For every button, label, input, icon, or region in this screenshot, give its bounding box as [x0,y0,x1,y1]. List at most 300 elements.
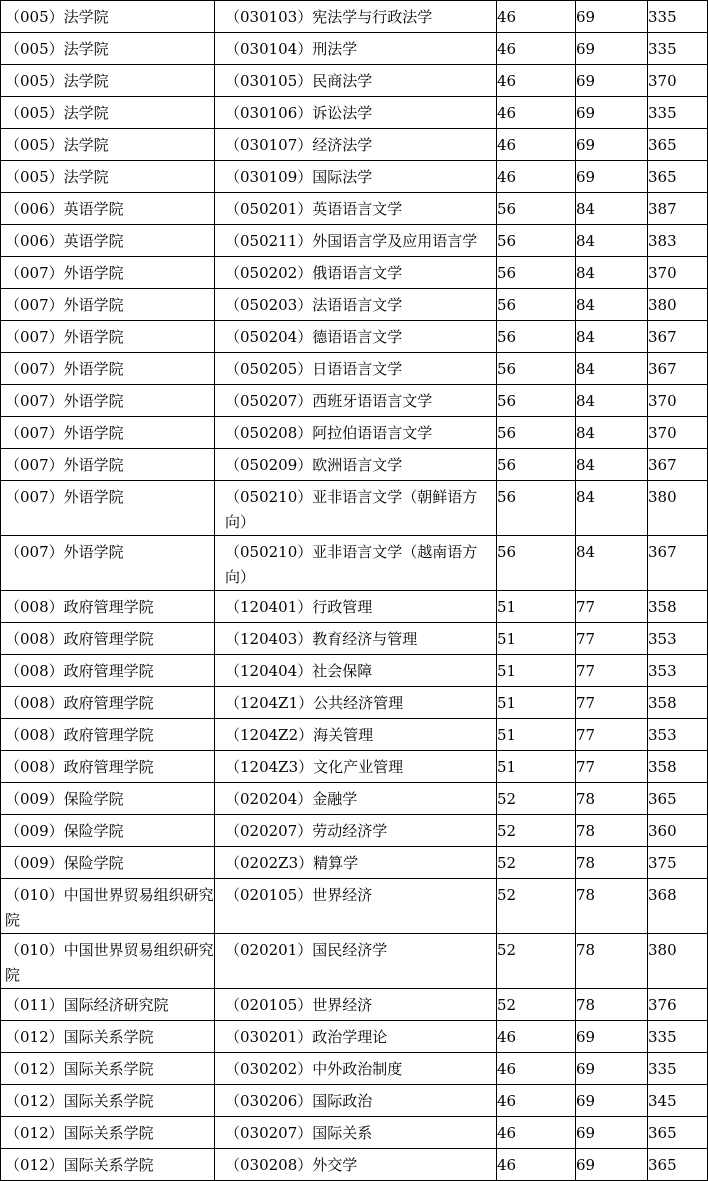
major-cell [215,257,497,289]
cell-text: （012）国际关系学院 [5,1060,154,1078]
cell-text: 84 [576,328,596,346]
cell-text: （005）法学院 [5,136,109,154]
cell-text: （008）政府管理学院 [5,694,154,712]
cell-text: 56 [497,360,517,378]
politics-english-score-cell [497,815,576,847]
college-cell [1,1117,215,1149]
cell-text: 365 [648,790,677,808]
cell-text: 69 [576,136,596,154]
total-score-cell [648,225,708,257]
cell-text: （030106）诉讼法学 [225,104,373,122]
cell-text: （030109）国际法学 [225,168,373,186]
cell-text: （050201）英语语言文学 [225,200,403,218]
politics-english-score-cell [497,934,576,989]
cell-text: 380 [648,488,677,506]
major-cell [215,289,497,321]
total-score-cell [648,536,708,591]
politics-english-score-cell [497,65,576,97]
cell-text: 69 [576,1124,596,1142]
college-cell [1,65,215,97]
cell-text: 345 [648,1092,677,1110]
politics-english-score-cell [497,1117,576,1149]
table-row [1,623,708,655]
cell-text: 69 [576,1156,596,1174]
cell-text: 380 [648,941,677,959]
cell-text: （1204Z2）海关管理 [225,726,374,744]
table-row [1,417,708,449]
subject-score-cell [576,1021,648,1053]
politics-english-score-cell [497,536,576,591]
major-cell [215,687,497,719]
cell-text: 84 [576,392,596,410]
cell-text: 77 [576,758,596,776]
total-score-cell [648,97,708,129]
cell-text: 56 [497,264,517,282]
politics-english-score-cell [497,687,576,719]
cell-text: （030105）民商法学 [225,72,373,90]
major-cell [215,385,497,417]
politics-english-score-cell [497,879,576,934]
cell-text: （006）英语学院 [5,200,124,218]
total-score-cell [648,417,708,449]
politics-english-score-cell [497,129,576,161]
cell-text: （007）外语学院 [5,360,124,378]
college-cell [1,1149,215,1181]
cell-text: （030208）外交学 [225,1156,358,1174]
cell-text: （011）国际经济研究院 [5,996,169,1014]
total-score-cell [648,289,708,321]
college-cell [1,1085,215,1117]
total-score-cell [648,1149,708,1181]
cell-text: 375 [648,854,677,872]
major-cell [215,321,497,353]
cell-text: 46 [497,136,517,154]
table-row [1,33,708,65]
cell-text: （005）法学院 [5,72,109,90]
college-cell [1,1053,215,1085]
table-row [1,989,708,1021]
cell-text: （007）外语学院 [5,456,124,474]
cell-text: 46 [497,72,517,90]
cell-text: （007）外语学院 [5,488,124,506]
cell-text: 367 [648,456,677,474]
major-cell [215,33,497,65]
cell-text: 77 [576,726,596,744]
cell-text: 56 [497,296,517,314]
politics-english-score-cell [497,655,576,687]
subject-score-cell [576,1053,648,1085]
total-score-cell [648,934,708,989]
cell-text: （012）国际关系学院 [5,1028,154,1046]
cell-text: 46 [497,1156,517,1174]
cell-text: 335 [648,1028,677,1046]
table-row [1,1,708,33]
total-score-cell [648,591,708,623]
cell-text: 353 [648,726,677,744]
cell-text: 367 [648,328,677,346]
total-score-cell [648,321,708,353]
table-row [1,449,708,481]
cell-text: （030104）刑法学 [225,40,358,58]
major-cell [215,1085,497,1117]
total-score-cell [648,847,708,879]
college-cell [1,591,215,623]
college-cell [1,989,215,1021]
cell-text: 365 [648,136,677,154]
cell-text: 368 [648,886,677,904]
college-cell [1,1,215,33]
table-row [1,1085,708,1117]
total-score-cell [648,815,708,847]
table-row [1,783,708,815]
cell-text: （050208）阿拉伯语语言文学 [225,424,433,442]
cell-text: 52 [497,886,517,904]
cell-text: 69 [576,104,596,122]
major-cell [215,65,497,97]
cell-text: 358 [648,694,677,712]
total-score-cell [648,989,708,1021]
cell-text: 335 [648,40,677,58]
major-cell [215,193,497,225]
cell-text: 56 [497,200,517,218]
cell-text: （007）外语学院 [5,296,124,314]
table-row [1,353,708,385]
cell-text: 84 [576,456,596,474]
politics-english-score-cell [497,385,576,417]
subject-score-cell [576,719,648,751]
major-cell [215,783,497,815]
table-row [1,1149,708,1181]
cell-text: （020105）世界经济 [225,886,373,904]
college-cell [1,719,215,751]
cell-text: 370 [648,424,677,442]
cell-text: 77 [576,662,596,680]
cell-text: 365 [648,1124,677,1142]
cell-text: 56 [497,488,517,506]
cell-text: （030103）宪法学与行政法学 [225,8,433,26]
cell-text: 56 [497,543,517,561]
cell-text: 46 [497,1060,517,1078]
college-cell [1,687,215,719]
politics-english-score-cell [497,97,576,129]
cell-text: 69 [576,40,596,58]
cell-text: （009）保险学院 [5,822,124,840]
cell-text: 387 [648,200,677,218]
cell-text: （050209）欧洲语言文学 [225,456,403,474]
total-score-cell [648,385,708,417]
cell-text: 365 [648,1156,677,1174]
cell-text: 335 [648,8,677,26]
politics-english-score-cell [497,321,576,353]
cell-text: （005）法学院 [5,168,109,186]
cell-text: 46 [497,1124,517,1142]
cell-text: 78 [576,790,596,808]
cell-text: 84 [576,424,596,442]
cell-text: 56 [497,392,517,410]
cell-text: （012）国际关系学院 [5,1156,154,1174]
college-cell [1,783,215,815]
subject-score-cell [576,257,648,289]
total-score-cell [648,65,708,97]
cell-text: （030202）中外政治制度 [225,1060,403,1078]
subject-score-cell [576,783,648,815]
total-score-cell [648,353,708,385]
cell-text: 69 [576,1028,596,1046]
cell-text: （008）政府管理学院 [5,598,154,616]
cell-text: 51 [497,598,517,616]
college-cell [1,655,215,687]
cell-text: （030207）国际关系 [225,1124,373,1142]
college-cell [1,33,215,65]
cell-text: 46 [497,1092,517,1110]
cell-text: （050211）外国语言学及应用语言学 [225,232,478,250]
cell-text: （008）政府管理学院 [5,662,154,680]
major-cell [215,815,497,847]
cell-text: （007）外语学院 [5,328,124,346]
politics-english-score-cell [497,353,576,385]
college-cell [1,751,215,783]
college-cell [1,879,215,934]
cell-text: 51 [497,758,517,776]
table-row [1,129,708,161]
table-row [1,879,708,934]
cell-text: （030206）国际政治 [225,1092,373,1110]
table-row [1,815,708,847]
college-cell [1,321,215,353]
cell-text: （050210）亚非语言文学（越南语方向） [225,543,478,586]
table-row [1,97,708,129]
cell-text: 69 [576,1092,596,1110]
table-row [1,321,708,353]
total-score-cell [648,751,708,783]
major-cell [215,353,497,385]
subject-score-cell [576,385,648,417]
cell-text: 78 [576,822,596,840]
cell-text: （005）法学院 [5,104,109,122]
score-table-body [1,1,708,1181]
politics-english-score-cell [497,847,576,879]
total-score-cell [648,1117,708,1149]
total-score-cell [648,449,708,481]
major-cell [215,655,497,687]
subject-score-cell [576,751,648,783]
total-score-cell [648,1085,708,1117]
cell-text: 51 [497,726,517,744]
cell-text: 69 [576,168,596,186]
total-score-cell [648,481,708,536]
cell-text: （008）政府管理学院 [5,630,154,648]
subject-score-cell [576,591,648,623]
cell-text: 84 [576,264,596,282]
politics-english-score-cell [497,989,576,1021]
cell-text: （008）政府管理学院 [5,726,154,744]
table-row [1,193,708,225]
subject-score-cell [576,815,648,847]
cell-text: （005）法学院 [5,40,109,58]
politics-english-score-cell [497,1149,576,1181]
subject-score-cell [576,321,648,353]
cell-text: 51 [497,662,517,680]
cell-text: 335 [648,104,677,122]
cell-text: 358 [648,598,677,616]
cell-text: 52 [497,941,517,959]
total-score-cell [648,655,708,687]
total-score-cell [648,1,708,33]
cell-text: 358 [648,758,677,776]
major-cell [215,623,497,655]
politics-english-score-cell [497,1,576,33]
major-cell [215,536,497,591]
cell-text: （009）保险学院 [5,854,124,872]
subject-score-cell [576,1117,648,1149]
subject-score-cell [576,623,648,655]
cell-text: 56 [497,232,517,250]
major-cell [215,129,497,161]
subject-score-cell [576,1,648,33]
politics-english-score-cell [497,719,576,751]
college-cell [1,934,215,989]
politics-english-score-cell [497,751,576,783]
cell-text: 370 [648,264,677,282]
college-cell [1,481,215,536]
subject-score-cell [576,536,648,591]
table-row [1,385,708,417]
college-cell [1,225,215,257]
table-row [1,225,708,257]
cell-text: 46 [497,168,517,186]
college-cell [1,385,215,417]
cell-text: （050210）亚非语言文学（朝鲜语方向） [225,488,478,531]
table-row [1,847,708,879]
subject-score-cell [576,193,648,225]
politics-english-score-cell [497,623,576,655]
cell-text: 367 [648,360,677,378]
cell-text: 353 [648,662,677,680]
total-score-cell [648,1021,708,1053]
cell-text: 84 [576,200,596,218]
total-score-cell [648,1053,708,1085]
cell-text: （007）外语学院 [5,264,124,282]
major-cell [215,161,497,193]
total-score-cell [648,129,708,161]
college-cell [1,623,215,655]
cell-text: （020204）金融学 [225,790,358,808]
cell-text: （005）法学院 [5,8,109,26]
cell-text: （030107）经济法学 [225,136,373,154]
total-score-cell [648,687,708,719]
cell-text: 84 [576,232,596,250]
cell-text: （020207）劳动经济学 [225,822,388,840]
college-cell [1,417,215,449]
college-cell [1,289,215,321]
major-cell [215,481,497,536]
cell-text: 78 [576,854,596,872]
cell-text: 52 [497,854,517,872]
college-cell [1,193,215,225]
cell-text: 56 [497,328,517,346]
subject-score-cell [576,879,648,934]
total-score-cell [648,719,708,751]
cell-text: 56 [497,456,517,474]
cell-text: 383 [648,232,677,250]
cell-text: （006）英语学院 [5,232,124,250]
table-row [1,719,708,751]
cell-text: （010）中国世界贸易组织研究院 [5,886,214,929]
college-cell [1,1021,215,1053]
table-row [1,289,708,321]
cell-text: （120404）社会保障 [225,662,373,680]
cell-text: 376 [648,996,677,1014]
cell-text: （009）保险学院 [5,790,124,808]
politics-english-score-cell [497,289,576,321]
cell-text: 335 [648,1060,677,1078]
major-cell [215,1149,497,1181]
table-row [1,257,708,289]
cell-text: 370 [648,72,677,90]
college-cell [1,257,215,289]
politics-english-score-cell [497,417,576,449]
cell-text: （007）外语学院 [5,543,124,561]
cell-text: （050204）德语语言文学 [225,328,403,346]
subject-score-cell [576,129,648,161]
politics-english-score-cell [497,161,576,193]
table-row [1,1117,708,1149]
politics-english-score-cell [497,193,576,225]
cell-text: （008）政府管理学院 [5,758,154,776]
table-row [1,751,708,783]
total-score-cell [648,193,708,225]
college-cell [1,449,215,481]
politics-english-score-cell [497,449,576,481]
subject-score-cell [576,417,648,449]
cell-text: （120401）行政管理 [225,598,373,616]
cell-text: 56 [497,424,517,442]
politics-english-score-cell [497,225,576,257]
total-score-cell [648,33,708,65]
major-cell [215,97,497,129]
college-cell [1,815,215,847]
cell-text: 52 [497,996,517,1014]
table-row [1,1021,708,1053]
college-cell [1,161,215,193]
cell-text: 360 [648,822,677,840]
total-score-cell [648,623,708,655]
cell-text: 367 [648,543,677,561]
major-cell [215,225,497,257]
total-score-cell [648,257,708,289]
subject-score-cell [576,33,648,65]
table-row [1,934,708,989]
cell-text: 365 [648,168,677,186]
total-score-cell [648,879,708,934]
cell-text: （010）中国世界贸易组织研究院 [5,941,214,984]
politics-english-score-cell [497,33,576,65]
college-cell [1,129,215,161]
cell-text: （050202）俄语语言文学 [225,264,403,282]
subject-score-cell [576,934,648,989]
subject-score-cell [576,655,648,687]
college-cell [1,97,215,129]
table-row [1,591,708,623]
cell-text: 77 [576,630,596,648]
politics-english-score-cell [497,1053,576,1085]
table-row [1,536,708,591]
table-row [1,65,708,97]
major-cell [215,989,497,1021]
college-cell [1,353,215,385]
cell-text: 46 [497,8,517,26]
subject-score-cell [576,687,648,719]
